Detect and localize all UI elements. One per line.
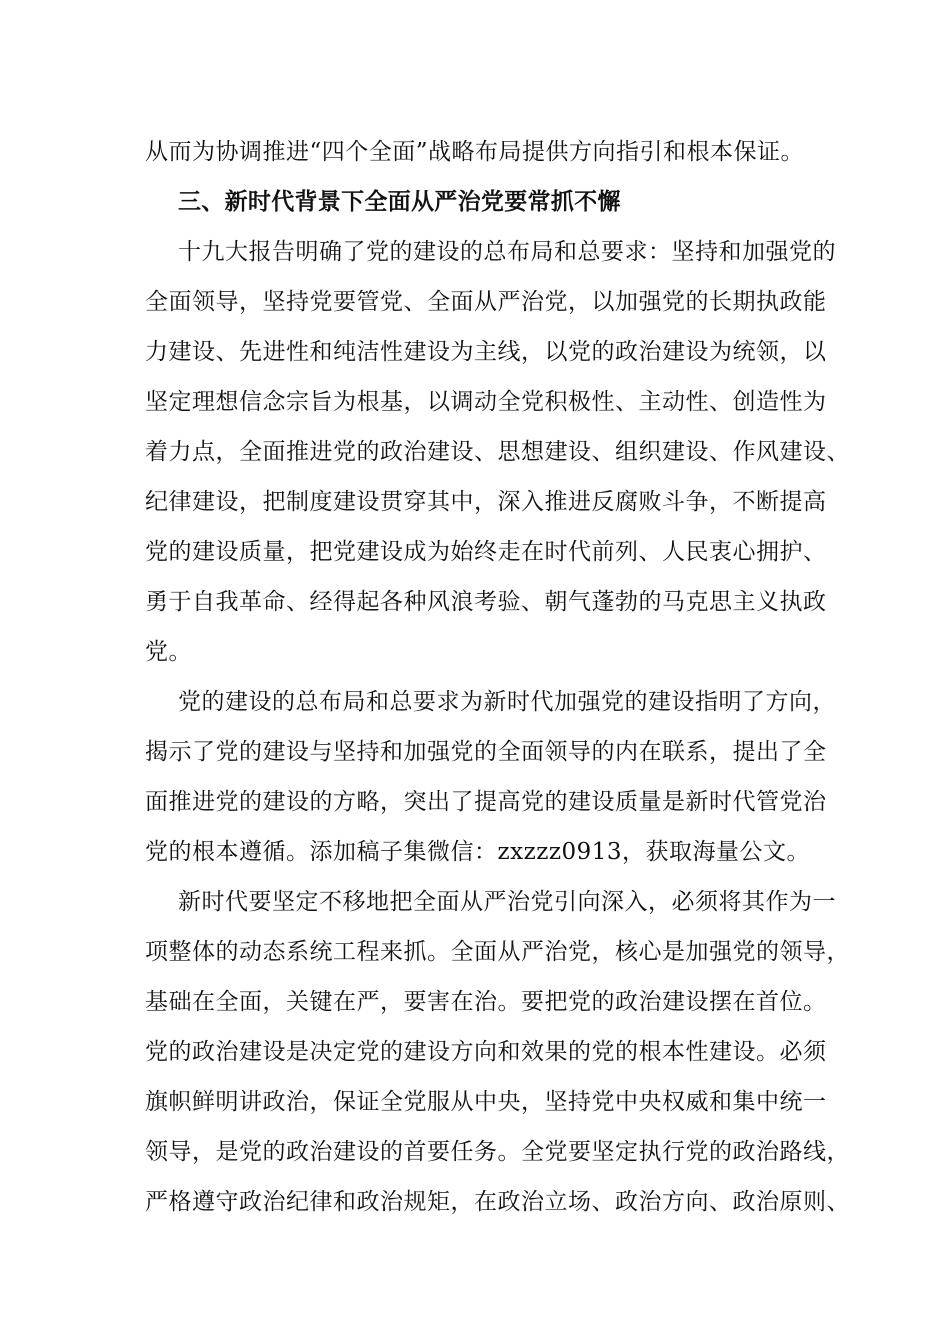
paragraph-line: 坚定理想信念宗旨为根基，以调动全党积极性、主动性、创造性为 — [145, 389, 827, 415]
paragraph-line: 面推进党的建设的方略，突出了提高党的建设质量是新时代管党治 — [145, 789, 827, 815]
paragraph-line: 着力点，全面推进党的政治建设、思想建设、组织建设、作风建设、 — [145, 439, 850, 465]
paragraph-line: 力建设、先进性和纯洁性建设为主线，以党的政治建设为统领，以 — [145, 339, 827, 365]
paragraph-line: 党的建设质量，把党建设成为始终走在时代前列、人民衷心拥护、 — [145, 539, 827, 565]
paragraph-line: 党。 — [145, 639, 192, 665]
paragraph-line: 党的建设的总布局和总要求为新时代加强党的建设指明了方向， — [178, 689, 836, 715]
paragraph-line: 十九大报告明确了党的建设的总布局和总要求：坚持和加强党的 — [178, 239, 836, 265]
paragraph-line: 基础在全面，关键在严，要害在治。要把党的政治建设摆在首位。 — [145, 989, 827, 1015]
paragraph-line: 严格遵守政治纪律和政治规矩，在政治立场、政治方向、政治原则、 — [145, 1189, 850, 1215]
paragraph-line: 项整体的动态系统工程来抓。全面从严治党，核心是加强党的领导， — [145, 939, 850, 965]
paragraph-line: 勇于自我革命、经得起各种风浪考验、朝气蓬勃的马克思主义执政 — [145, 589, 827, 615]
paragraph-line: 党的根本遵循。添加稿子集微信：zxzzz0913，获取海量公文。 — [145, 839, 810, 865]
section-heading: 三、新时代背景下全面从严治党要常抓不懈 — [178, 189, 621, 215]
paragraph-line: 党的政治建设是决定党的建设方向和效果的党的根本性建设。必须 — [145, 1039, 827, 1065]
paragraph-line: 旗帜鲜明讲政治，保证全党服从中央，坚持党中央权威和集中统一 — [145, 1089, 827, 1115]
paragraph-continuation-line: 从而为协调推进“四个全面”战略布局提供方向指引和根本保证。 — [145, 139, 805, 165]
paragraph-line: 领导，是党的政治建设的首要任务。全党要坚定执行党的政治路线， — [145, 1139, 850, 1165]
paragraph-line: 全面领导，坚持党要管党、全面从严治党，以加强党的长期执政能 — [145, 289, 827, 315]
paragraph-line: 纪律建设，把制度建设贯穿其中，深入推进反腐败斗争，不断提高 — [145, 489, 827, 515]
paragraph-line: 新时代要坚定不移地把全面从严治党引向深入，必须将其作为一 — [178, 889, 836, 915]
paragraph-line: 揭示了党的建设与坚持和加强党的全面领导的内在联系，提出了全 — [145, 739, 827, 765]
